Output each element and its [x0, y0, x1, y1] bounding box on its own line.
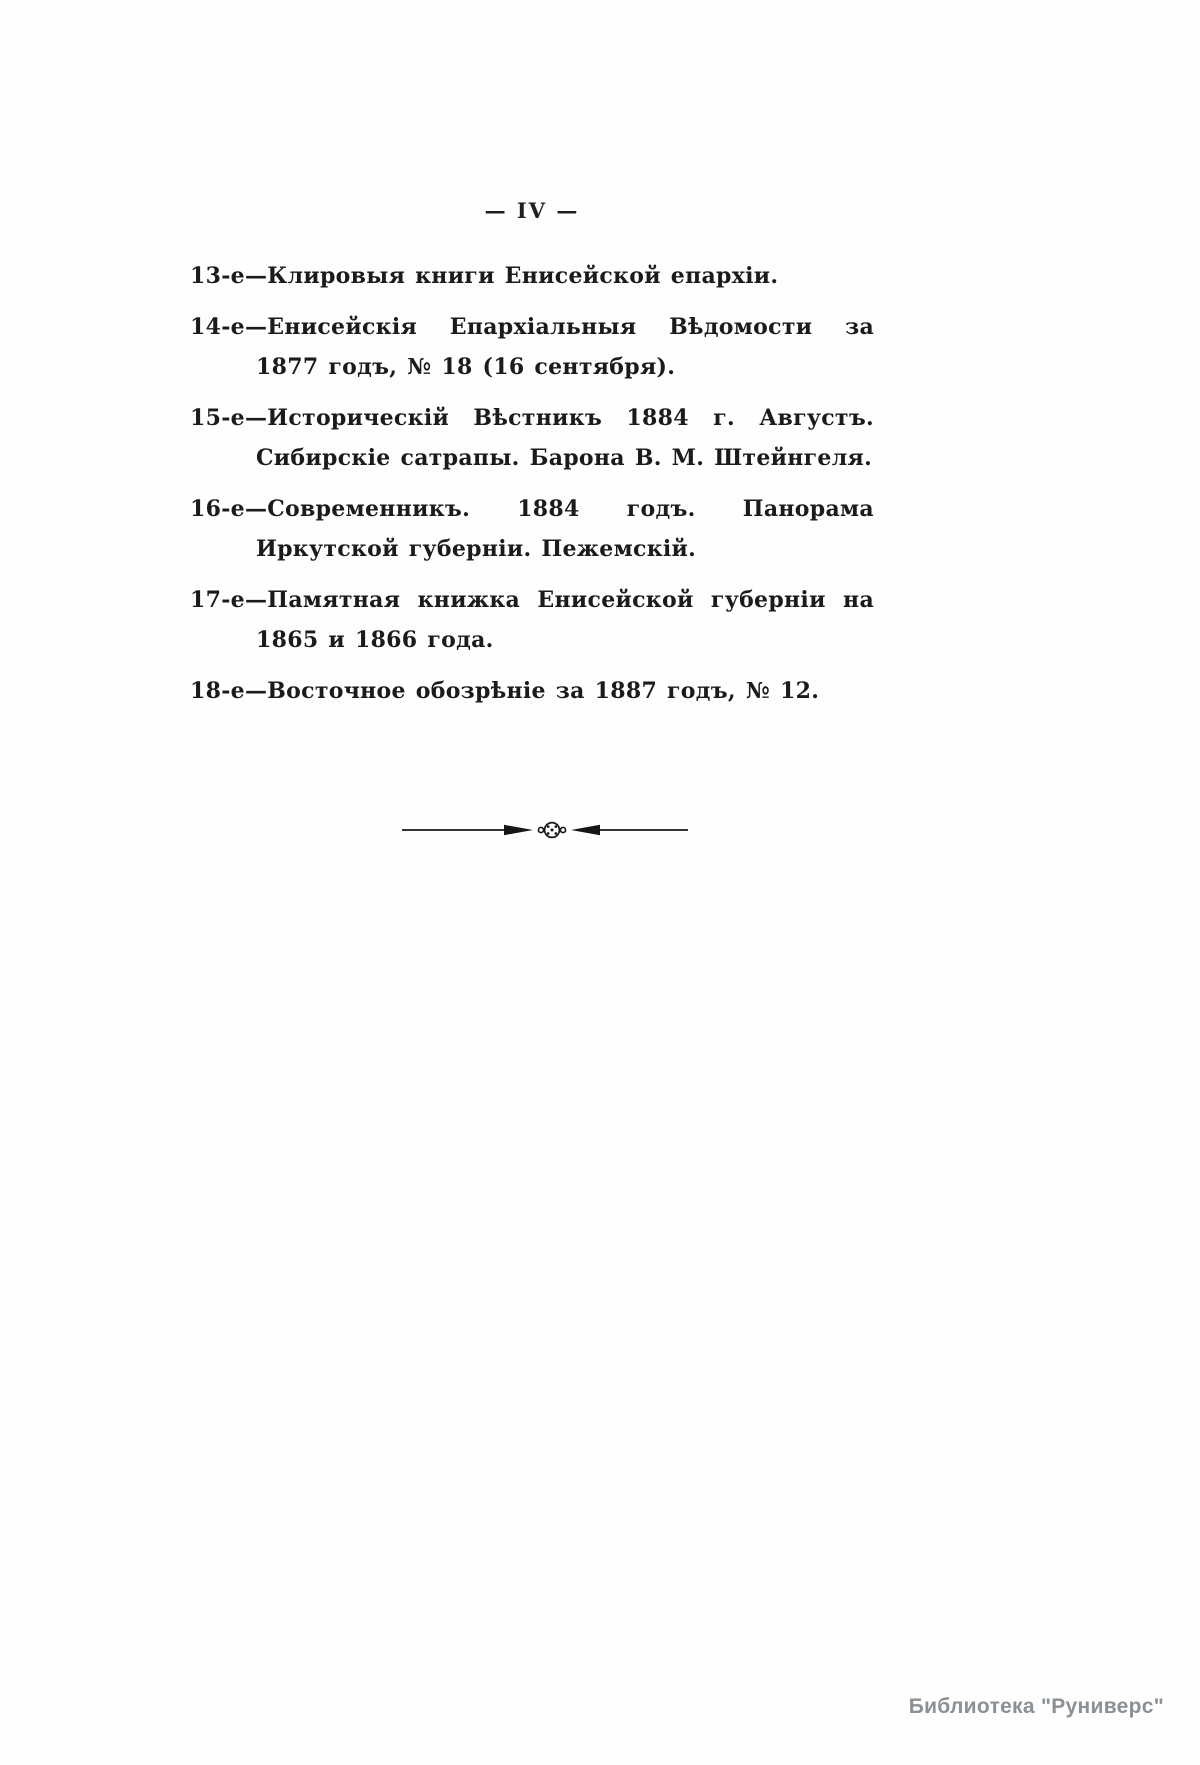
list-item	[190, 489, 874, 569]
ornamental-divider-icon	[400, 817, 690, 843]
item-text: Клировыя книги Енисейской епархіи.	[267, 263, 779, 289]
list-item	[190, 580, 874, 660]
item-text: Восточное обозрѣніе за 1887 годъ, № 12.	[267, 678, 820, 704]
item-number: 17-е—	[190, 587, 268, 613]
list-item	[190, 256, 874, 296]
item-number: 14-е—	[190, 314, 268, 340]
item-number: 18-е—	[190, 678, 268, 704]
list-item	[190, 307, 874, 387]
item-number: 16-е—	[190, 496, 268, 522]
item-text: Памятная книжка Енисейской губерніи на 1865 и 1866 года.	[256, 587, 874, 653]
library-watermark: Библиотека "Руниверс"	[908, 1695, 1164, 1718]
page-number-header: — IV —	[484, 198, 580, 223]
bibliography-list	[190, 256, 874, 722]
list-item	[190, 398, 874, 478]
item-number: 15-е—	[190, 405, 268, 431]
item-text: Енисейскія Епархіальныя Вѣдомости за 1877 годъ, № 18 (16 сентября).	[256, 314, 874, 380]
item-text: Историческій Вѣстникъ 1884 г. Августъ. Сибирскіе сатрапы. Барона В. М. Штейнгеля.	[256, 405, 874, 471]
list-item	[190, 671, 874, 711]
item-text: Современникъ. 1884 годъ. Панорама Иркутской губерніи. Пежемскій.	[256, 496, 874, 562]
item-number: 13-е—	[190, 263, 268, 289]
